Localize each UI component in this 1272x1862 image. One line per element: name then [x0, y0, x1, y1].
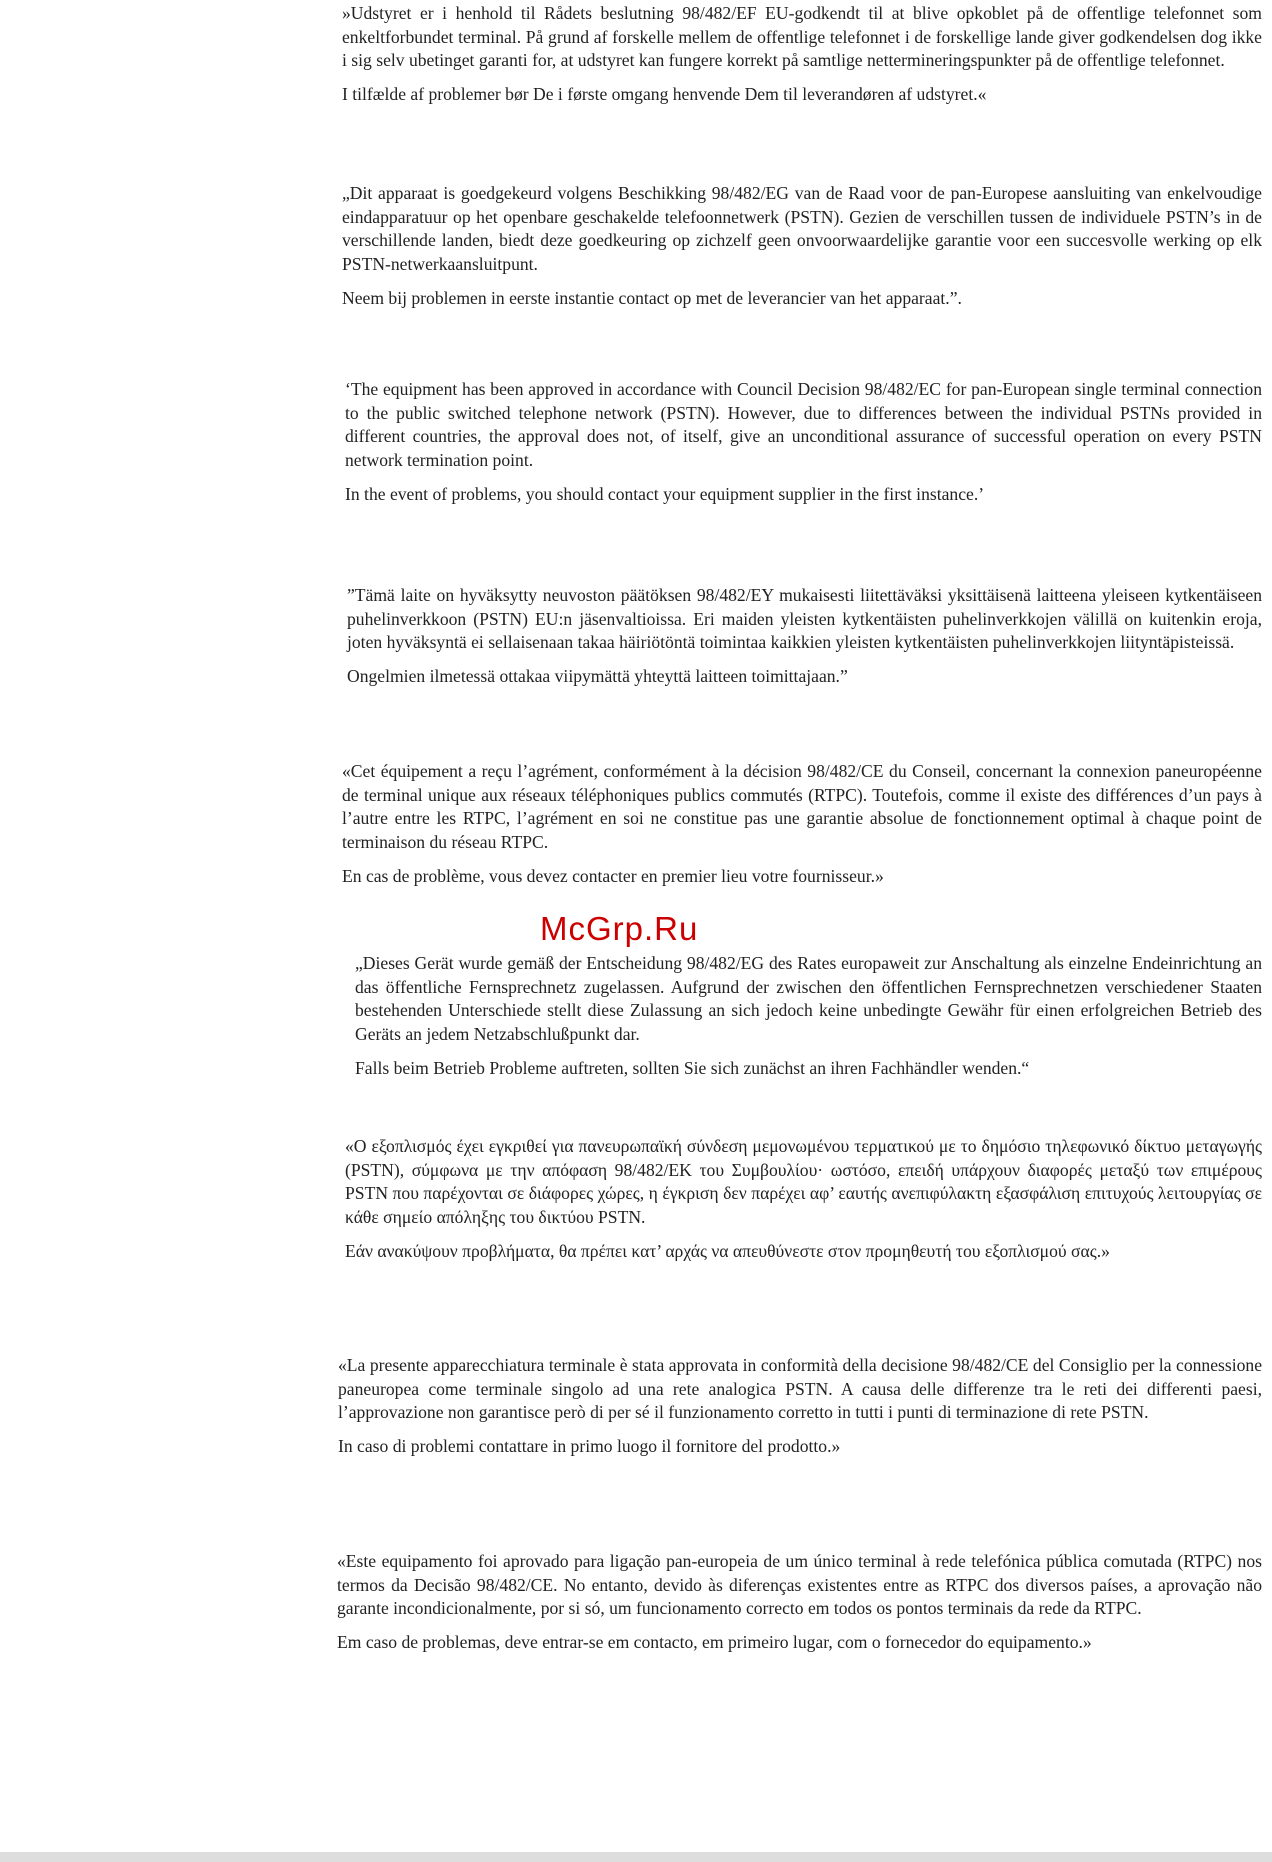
- dutch-paragraph-1: „Dit apparaat is goedgekeurd volgens Beschikking 98/482/EG van de Raad voor de pan-Europese aansluiting van enkelvoudige eindapparatuur op het openbare geschakelde telefoonnetwerk (PSTN). Gezien de verschillen tussen de individuele PSTN’s in de verschillende landen, biedt deze goedkeuring op zichzelf geen onvoorwaardelijke garantie voor een succesvolle werking op elk PSTN-netwerkaansluitpunt.: [342, 183, 1262, 275]
- french-paragraph-1: «Cet équipement a reçu l’agrément, conformément à la décision 98/482/CE du Conseil, concernant la connexion paneuropéenne de terminal unique aux réseaux téléphoniques publics commutés (RTPC). Toutefois, comme il existe des différences d’un pays à l’autre entre les RTPC, l’agrément en soi ne constitue pas une garantie absolue de fonctionnement optimal à chaque point de terminaison du réseau RTPC.: [342, 761, 1262, 853]
- bottom-scroll-edge: [0, 1852, 1272, 1862]
- english-paragraph-1: ‘The equipment has been approved in accordance with Council Decision 98/482/EC for pan-European single terminal connection to the public switched telephone network (PSTN). However, due to differences between the individual PSTNs provided in different countries, the approval does not, of itself, give an unconditional assurance of successful operation on every PSTN network termination point.: [345, 379, 1262, 471]
- danish-paragraph-1: »Udstyret er i henhold til Rådets beslutning 98/482/EF EU-godkendt til at blive opkoblet på de offentlige telefonnet som enkeltforbundet terminal. På grund af forskelle mellem de offentlige telefonnet i de forskellige lande giver godkendelsen dog ikke i sig selv ubetinget garanti for, at udstyret kan fungere korrekt på samtlige nettermineringspunkter på de offentlige telefonnet.: [342, 3, 1262, 71]
- section-german: [355, 952, 1262, 1081]
- english-paragraph-2: In the event of problems, you should contact your equipment supplier in the first instance.’: [345, 483, 985, 504]
- finnish-paragraph-1: ”Tämä laite on hyväksytty neuvoston päätöksen 98/482/EY mukaisesti liitettäväksi yksittäisenä laitteena yleiseen kytkentäiseen puhelinverkkoon (PSTN) EU:n jäsenvaltioissa. Eri maiden yleisten kytkentäisten puhelinverkkojen välillä on kuitenkin eroja, joten hyväksyntä ei sellaisenaan takaa häiriötöntä toimintaa kaikkien yleisten kytkentäisten puhelinverkkojen liityntäpisteissä.: [347, 585, 1262, 653]
- section-english: [345, 378, 1262, 507]
- german-paragraph-1: „Dieses Gerät wurde gemäß der Entscheidung 98/482/EG des Rates europaweit zur Anschaltung als einzelne Endeinrichtung an das öffentliche Fernsprechnetz zugelassen. Aufgrund der zwischen den öffentlichen Fernsprechnetzen verschiedener Staaten bestehenden Unterschiede stellt diese Zulassung an sich jedoch keine unbedingte Gewähr für einen erfolgreichen Betrieb des Geräts an jedem Netzabschlußpunkt dar.: [355, 953, 1262, 1045]
- section-french: [342, 760, 1262, 889]
- german-paragraph-2: Falls beim Betrieb Probleme auftreten, sollten Sie sich zunächst an ihren Fachhändler wenden.“: [355, 1057, 1030, 1078]
- dutch-paragraph-2: Neem bij problemen in eerste instantie contact op met de leverancier van het apparaat.”.: [342, 287, 962, 308]
- greek-paragraph-1: «Ο εξοπλισμός έχει εγκριθεί για πανευρωπαϊκή σύνδεση μεμονωμένου τερματικού με το δημόσιο τηλεφωνικό δίκτυο μεταγωγής (PSTN), σύμφωνα με την απόφαση 98/482/ΕΚ του Συμβουλίου· ωστόσο, επειδή υπάρχουν διαφορές μεταξύ των επιμέρους PSTN που παρέχονται σε διάφορες χώρες, η έγκριση δεν παρέχει αφ’ εαυτής ανεπιφύλακτη εξασφάλιση επιτυχούς λειτουργίας σε κάθε σημείο απόληξης του δικτύου PSTN.: [345, 1136, 1262, 1228]
- danish-paragraph-2: I tilfælde af problemer bør De i første omgang henvende Dem til leverandøren af udstyret.«: [342, 84, 987, 105]
- section-portuguese: [337, 1550, 1262, 1655]
- section-dutch: [342, 182, 1262, 311]
- section-greek: [345, 1135, 1262, 1264]
- greek-paragraph-2: Εάν ανακύψουν προβλήματα, θα πρέπει κατ’ αρχάς να απευθύνεστε στον προμηθευτή του εξοπλισμού σας.»: [345, 1240, 1110, 1261]
- finnish-paragraph-2: Ongelmien ilmetessä ottakaa viipymättä yhteyttä laitteen toimittajaan.”: [347, 666, 848, 687]
- italian-paragraph-2: In caso di problemi contattare in primo luogo il fornitore del prodotto.»: [338, 1436, 841, 1457]
- italian-paragraph-1: «La presente apparecchiatura terminale è stata approvata in conformità della decisione 98/482/CE del Consiglio per la connessione paneuropea come terminale singolo ad una rete analogica PSTN. A causa delle differenze tra le reti dei differenti paesi, l’approvazione non garantisce però di per sé il funzionamento corretto in tutti i punti di terminazione di rete PSTN.: [338, 1355, 1262, 1423]
- watermark-logo: McGrp.Ru: [540, 910, 699, 947]
- section-danish: [342, 2, 1262, 107]
- section-finnish: [347, 584, 1262, 689]
- portuguese-paragraph-2: Em caso de problemas, deve entrar-se em contacto, em primeiro lugar, com o fornecedor do equipamento.»: [337, 1632, 1092, 1653]
- portuguese-paragraph-1: «Este equipamento foi aprovado para ligação pan-europeia de um único terminal à rede telefónica pública comutada (RTPC) nos termos da Decisão 98/482/CE. No entanto, devido às diferenças existentes entre as RTPC dos diversos países, a aprovação não garante incondicionalmente, por si só, um funcionamento correcto em todos os pontos terminais da rede da RTPC.: [337, 1551, 1262, 1619]
- french-paragraph-2: En cas de problème, vous devez contacter en premier lieu votre fournisseur.»: [342, 865, 884, 886]
- section-italian: [338, 1354, 1262, 1459]
